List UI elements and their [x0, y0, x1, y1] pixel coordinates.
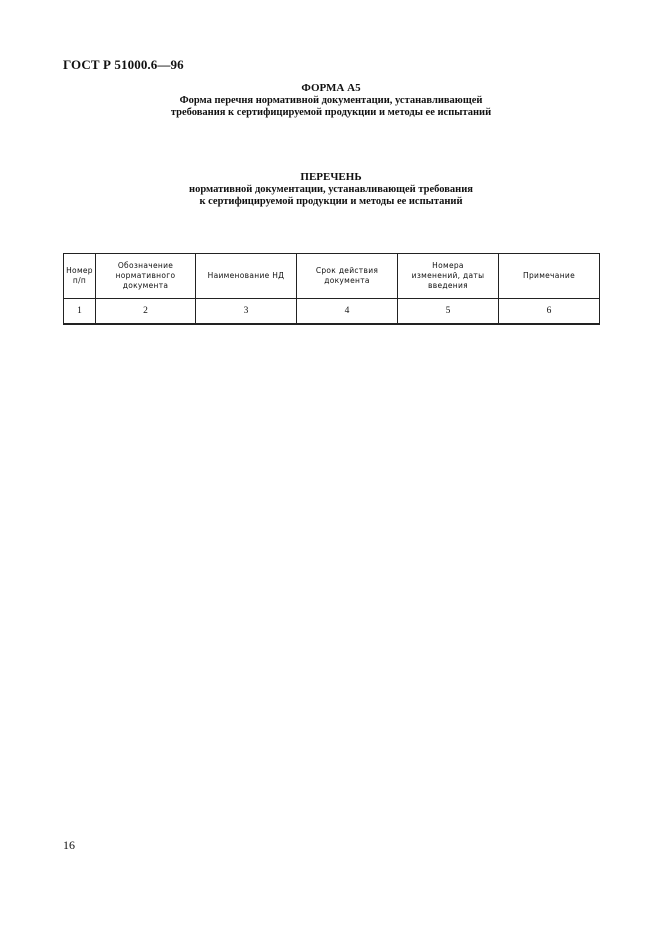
form-heading: ФОРМА А5: [301, 82, 361, 94]
column-number-cell: 5: [398, 299, 499, 325]
header-text: п/п: [72, 276, 87, 285]
list-heading: ПЕРЕЧЕНЬ: [300, 171, 362, 183]
header-text: документа: [122, 281, 169, 290]
list-title-line-1: нормативной документации, устанавливающей требования: [189, 184, 473, 195]
form-title-block: [63, 82, 599, 119]
header-cell-amendments: [398, 254, 499, 299]
column-number-cell: 1: [64, 299, 96, 325]
header-text: нормативного: [115, 271, 176, 280]
form-title-line-1: Форма перечня нормативной документации, устанавливающей: [179, 95, 483, 106]
list-title-block: [63, 171, 599, 208]
table-header-row: [64, 254, 600, 299]
document-register-table: [63, 253, 600, 325]
header-text: Срок действия: [315, 266, 379, 275]
header-text: Примечание: [523, 271, 575, 280]
header-text: введения: [428, 281, 468, 290]
header-text: Номера: [432, 261, 464, 270]
header-cell-designation: [96, 254, 196, 299]
column-number-cell: 4: [297, 299, 398, 325]
header-text: Номер: [66, 266, 93, 275]
header-cell-note: [499, 254, 600, 299]
column-number-cell: 6: [499, 299, 600, 325]
document-code: ГОСТ Р 51000.6—96: [63, 57, 184, 72]
column-number-cell: 3: [196, 299, 297, 325]
header-cell-number: [64, 254, 96, 299]
form-title-line-2: требования к сертифицируемой продукции и методы ее испытаний: [170, 107, 492, 118]
column-number-row: [64, 299, 600, 325]
header-text: изменений, даты: [411, 271, 485, 280]
header-cell-validity: [297, 254, 398, 299]
header-cell-name: [196, 254, 297, 299]
list-title-line-2: к сертифицируемой продукции и методы ее испытаний: [199, 196, 463, 207]
header-text: Наименование НД: [207, 271, 285, 280]
header-text: документа: [324, 276, 370, 285]
column-number-cell: 2: [96, 299, 196, 325]
header-text: Обозначение: [117, 261, 174, 270]
page-number: 16: [63, 838, 75, 852]
